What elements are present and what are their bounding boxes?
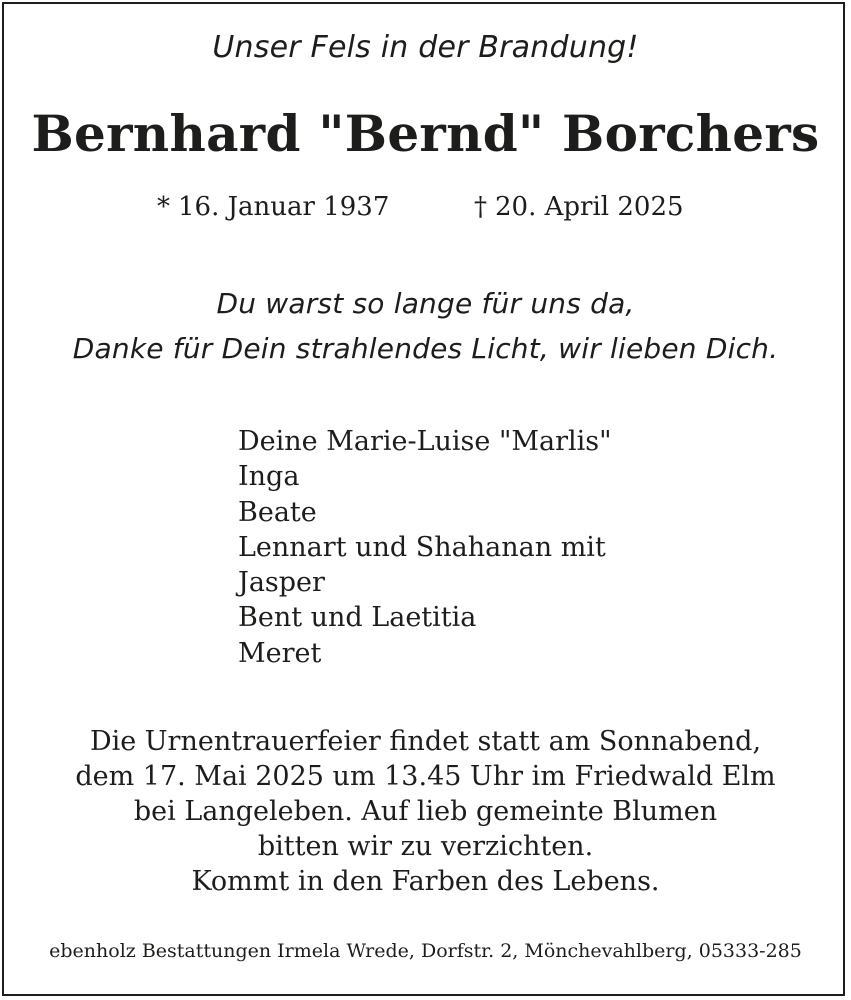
birth-date [157, 192, 389, 222]
mourner-item: Meret [238, 637, 322, 669]
service-announcement [0, 724, 851, 899]
mourner-item: Bent und Laetitia [238, 602, 477, 634]
mourner-item: Inga [238, 461, 300, 493]
death-cross-icon: † [474, 192, 487, 222]
mourner-item: Lennart und Shahanan mit [238, 531, 606, 563]
death-date-text: 20. April 2025 [495, 192, 684, 222]
funeral-home-footer: ebenholz Bestattungen Irmela Wrede, Dorfstr. 2, Mönchevahlberg, 05333-285 [49, 940, 802, 962]
service-line: Kommt in den Farben des Lebens. [191, 866, 660, 897]
mourner-item: Deine Marie-Luise "Marlis" [238, 426, 612, 457]
birth-date-text: 16. Januar 1937 [178, 192, 390, 222]
verse-line: Du warst so lange für uns da, [216, 287, 635, 320]
service-line: Die Urnentrauerfeier findet statt am Sonnabend, [89, 726, 762, 757]
service-line: dem 17. Mai 2025 um 13.45 Uhr im Friedwald Elm [75, 761, 776, 792]
mourner-item: Beate [238, 496, 317, 528]
birth-star-icon: * [157, 192, 170, 222]
service-line: bei Langeleben. Auf lieb gemeinte Blumen [133, 796, 718, 827]
death-date [474, 192, 684, 222]
motto-heading: Unser Fels in der Brandung! [212, 30, 639, 65]
mourner-item: Jasper [238, 567, 325, 599]
mourners-list [238, 424, 612, 671]
deceased-name: Bernhard "Bernd" Borchers [31, 104, 820, 163]
service-line: bitten wir zu verzichten. [257, 831, 594, 862]
verse [0, 281, 851, 371]
verse-line: Danke für Dein strahlendes Licht, wir lieben Dich. [72, 332, 779, 365]
